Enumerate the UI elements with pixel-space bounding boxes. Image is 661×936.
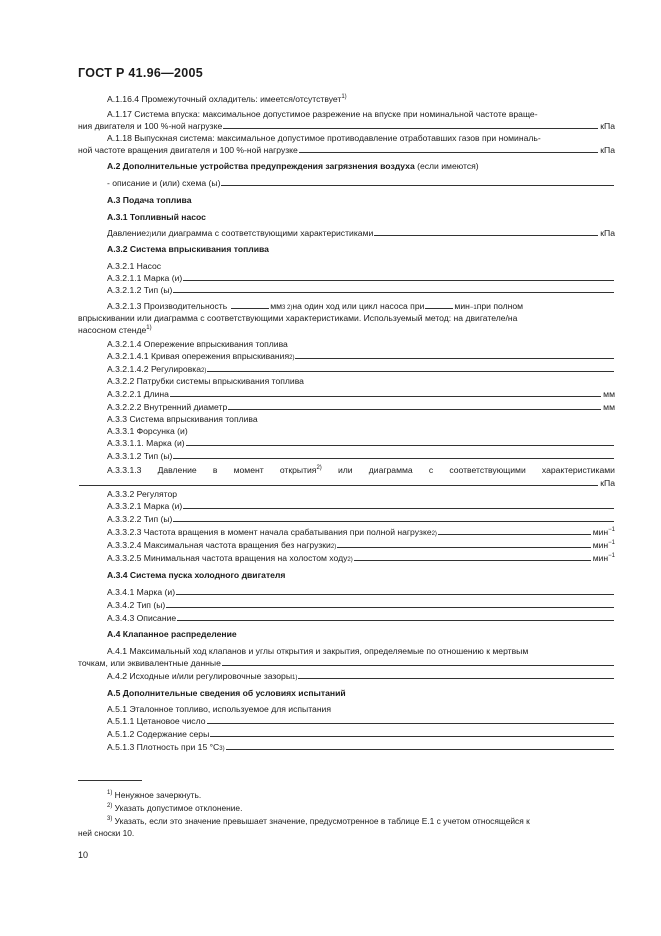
section-a34-heading: А.3.4 Система пуска холодного двигателя — [107, 570, 286, 580]
item-a32141: А.3.2.1.4.1 Кривая опережения впрыскивания 2) — [107, 351, 615, 362]
item-a3323: А.3.3.2.3 Частота вращения в момент начала срабатывания при полной нагрузке 2) мин$^{-1}$ — [107, 527, 615, 537]
page-header: ГОСТ Р 41.96—2005 — [78, 66, 203, 80]
blank-field — [374, 228, 598, 236]
blank-field — [221, 178, 614, 186]
item-a51: А.5.1 Эталонное топливо, используемое для испытания — [107, 704, 332, 714]
item-a511: А.5.1.1 Цетановое число — [107, 716, 615, 727]
item-a331: А.3.3.1 Форсунка (и) — [107, 426, 188, 436]
blank-field — [166, 600, 614, 608]
item-a341: А.3.4.1 Марка (и) — [107, 587, 615, 598]
blank-field — [170, 389, 601, 397]
blank-field — [228, 402, 601, 410]
item-a3213-line2: впрыскивании или диаграмма с соответствующими характеристиками. Используемый метод: на двигателе/на — [78, 313, 518, 323]
section-a32-heading: А.3.2 Система впрыскивания топлива — [107, 244, 269, 254]
section-a5-heading: А.5 Дополнительные сведения об условиях испытаний — [107, 688, 346, 698]
footnote-divider — [78, 780, 142, 781]
item-a512: А.5.1.2 Содержание серы — [107, 729, 615, 740]
blank-field — [354, 553, 591, 561]
blank-field — [207, 716, 615, 724]
blank-field — [177, 613, 614, 621]
footnote-3-line1: $^{3)}$ Указать, если это значение превышает значение, предусмотренное в таблице Е.1 с учетом относящейся к — [107, 816, 530, 826]
blank-field — [295, 351, 614, 359]
blank-field — [210, 729, 614, 737]
item-a3321: А.3.3.2.1 Марка (и) — [107, 501, 615, 512]
item-a3214: А.3.2.1.4 Опережение впрыскивания топлива — [107, 339, 288, 349]
item-a332: А.3.3.2 Регулятор — [107, 489, 178, 499]
blank-field — [438, 527, 591, 535]
blank-field — [173, 285, 614, 293]
item-a513: А.5.1.3 Плотность при 15 °С 3) — [107, 742, 615, 753]
item-a33: А.3.3 Система впрыскивания топлива — [107, 414, 258, 424]
item-a321: А.3.2.1 Насос — [107, 261, 162, 271]
item-a3212: А.3.2.1.2 Тип (ы) — [107, 285, 615, 296]
item-a41-line1: А.4.1 Максимальный ход клапанов и углы открытия и закрытия, определяемые по отношению к мертвым — [107, 646, 529, 656]
blank-field — [298, 671, 614, 679]
section-a31-heading: А.3.1 Топливный насос — [107, 212, 206, 222]
blank-field — [173, 514, 614, 522]
item-a32222: А.3.2.2.2 Внутренний диаметр мм — [107, 402, 615, 412]
blank-field — [186, 438, 614, 446]
blank-field — [337, 540, 590, 548]
blank-field — [176, 587, 614, 595]
blank-field — [183, 501, 614, 509]
blank-field — [425, 301, 453, 309]
page-number: 10 — [78, 850, 89, 860]
blank-field — [173, 451, 614, 459]
item-a1164: А.1.16.4 Промежуточный охладитель: имеется/отсутствует$^{1)}$ — [107, 94, 347, 104]
footnote-2: $^{2)}$ Указать допустимое отклонение. — [107, 803, 243, 813]
item-a3222: А.3.2.2 Патрубки системы впрыскивания топлива — [107, 376, 304, 386]
item-a343: А.3.4.3 Описание — [107, 613, 615, 624]
item-a3213-line3: насосном стенде$^{1)}$ — [78, 325, 152, 335]
item-a42: А.4.2 Исходные и/или регулировочные зазоры 1) — [107, 671, 615, 682]
item-a117-line1: А.1.17 Система впуска: максимальное допустимое разрежение на впуске при номинальной частоте враще- — [107, 109, 538, 119]
item-a2-description: - описание и (или) схема (ы) — [107, 178, 615, 189]
blank-field — [223, 121, 598, 129]
blank-field — [207, 364, 614, 372]
footnote-1: $^{1)}$ Ненужное зачеркнуть. — [107, 790, 202, 800]
item-a342: А.3.4.2 Тип (ы) — [107, 600, 615, 611]
item-a118-line2: ной частоте вращения двигателя и 100 %-ной нагрузке кПа — [78, 145, 615, 155]
blank-field — [222, 658, 614, 666]
blank-field — [183, 273, 614, 281]
item-a3324: А.3.3.2.4 Максимальная частота вращения без нагрузки 2) мин$^{-1}$ — [107, 540, 615, 550]
blank-field — [79, 478, 598, 486]
blank-field — [299, 145, 598, 153]
item-a3322: А.3.3.2.2 Тип (ы) — [107, 514, 615, 525]
item-a3313-line1: А.3.3.1.3 Давление в момент открытия$^{2)}$ или диаграмма с соответствующими характеристиками — [107, 465, 615, 475]
item-a3211: А.3.2.1.1 Марка (и) — [107, 273, 615, 284]
item-a31-pressure: Давление 2) или диаграмма с соответствующими характеристиками кПа — [107, 228, 615, 238]
item-a3312: А.3.3.1.2 Тип (ы) — [107, 451, 615, 462]
item-a32221: А.3.2.2.1 Длина мм — [107, 389, 615, 399]
item-a3325: А.3.3.2.5 Минимальная частота вращения на холостом ходу 2) мин$^{-1}$ — [107, 553, 615, 563]
item-a32142: А.3.2.1.4.2 Регулировка 2) — [107, 364, 615, 375]
item-a41-line2: точкам, или эквивалентные данные — [78, 658, 615, 669]
section-a2-heading: А.2 Дополнительные устройства предупреждения загрязнения воздуха (если имеются) — [107, 161, 479, 171]
footnote-3-line2: ней сноски 10. — [78, 828, 135, 838]
item-a3213-line1: А.3.2.1.3 Производительность мм 3 2) на один ход или цикл насоса при мин −1 при полном — [107, 301, 524, 311]
item-a118-line1: А.1.18 Выпускная система: максимальное допустимое противодавление отработавших газов при номиналь- — [107, 133, 541, 143]
item-a3313-line2: кПа — [78, 478, 615, 489]
item-a117-line2: ния двигателя и 100 %-ной нагрузке кПа — [78, 121, 615, 131]
blank-field — [226, 742, 614, 750]
item-a3311: А.3.3.1.1. Марка (и) — [107, 438, 615, 449]
section-a4-heading: А.4 Клапанное распределение — [107, 629, 237, 639]
blank-field — [231, 301, 269, 309]
section-a3-heading: А.3 Подача топлива — [107, 195, 192, 205]
